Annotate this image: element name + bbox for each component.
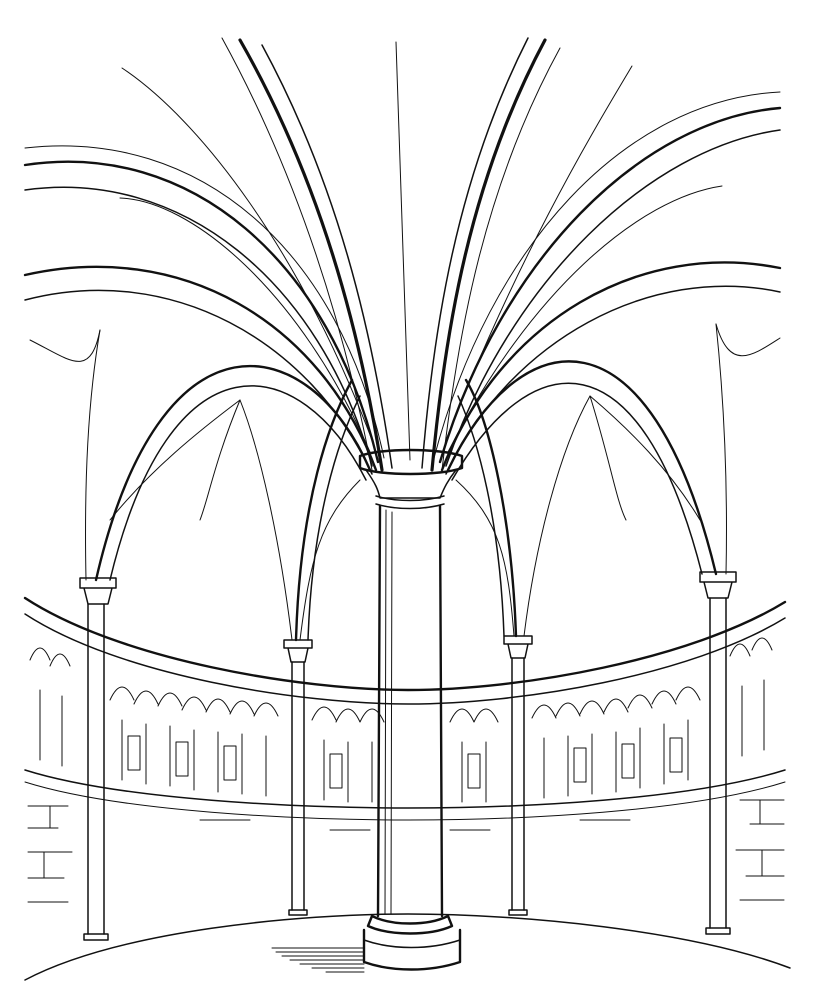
shaft-far-left <box>88 604 104 934</box>
arch-near-right-inner <box>458 396 504 636</box>
masonry-right <box>736 800 784 900</box>
rib-far-right-upper <box>434 92 780 458</box>
left-cell-groin-1 <box>110 400 240 520</box>
central-ribs <box>25 38 780 474</box>
left-cell-wall <box>86 330 100 580</box>
right-cell-groin-1 <box>590 396 700 520</box>
shaft-near-left <box>292 662 304 910</box>
central-shaft-left-edge <box>378 506 380 916</box>
arcade-arches-right <box>450 687 700 722</box>
shaft-near-left-base <box>289 910 307 915</box>
floor-shadow-hatch <box>272 948 364 972</box>
rib-mid-right <box>442 262 780 470</box>
masonry-left <box>28 806 72 902</box>
side-shafts <box>80 572 736 940</box>
right-cell-groin-2 <box>524 396 590 636</box>
shaft-near-left-capital <box>284 640 312 662</box>
arcade-arches-left <box>110 687 384 722</box>
left-cell-groin-2 <box>240 400 292 640</box>
shaft-far-left-capital <box>80 578 116 604</box>
rib-far-left <box>25 162 378 462</box>
arch-right-inner <box>452 383 702 574</box>
ridge-right-2 <box>448 186 722 452</box>
rib-far-left-lower <box>25 187 372 466</box>
central-base-plinth <box>364 930 460 970</box>
left-cell-web <box>30 330 100 361</box>
masonry-center <box>200 820 630 830</box>
arcade-arches-far <box>30 638 772 666</box>
central-base-torus <box>368 916 452 934</box>
capital-web-right <box>456 480 514 636</box>
ridge-right <box>446 66 632 440</box>
central-shaft-shading <box>385 510 392 914</box>
rib-mid-left <box>25 267 376 470</box>
central-shaft-right-edge <box>440 506 442 916</box>
central-base-plinth-top <box>364 940 460 948</box>
shaft-far-right-base <box>706 928 730 934</box>
arch-near-left <box>296 380 352 640</box>
arch-right-outer <box>448 361 716 574</box>
right-cell-wall <box>716 324 727 574</box>
arcade-windows <box>128 736 682 788</box>
left-cell-groin-3 <box>200 400 240 520</box>
arch-left-outer <box>96 366 370 580</box>
wall-cornice-top <box>25 598 785 690</box>
wall-arcade-bottom-2 <box>25 782 785 820</box>
shaft-near-right-base <box>509 910 527 915</box>
rib-mid-right-lower <box>446 286 780 474</box>
lower-masonry <box>28 800 784 902</box>
rib-upper-left-edge <box>222 38 372 470</box>
right-cell-web <box>716 324 780 356</box>
shaft-far-right-capital <box>700 572 736 598</box>
right-cell-groin-3 <box>590 396 626 520</box>
shaft-near-right-capital <box>504 636 532 658</box>
arch-near-left-inner <box>308 396 360 640</box>
blind-arcade <box>30 638 772 802</box>
arch-left-inner <box>110 386 366 580</box>
ridge-left <box>122 68 372 440</box>
wall-arcade-bottom <box>25 770 785 808</box>
rib-far-right-lower <box>446 130 780 466</box>
rib-far-left-upper <box>25 146 384 458</box>
ridge-center <box>396 42 410 460</box>
shaft-far-left-base <box>84 934 108 940</box>
